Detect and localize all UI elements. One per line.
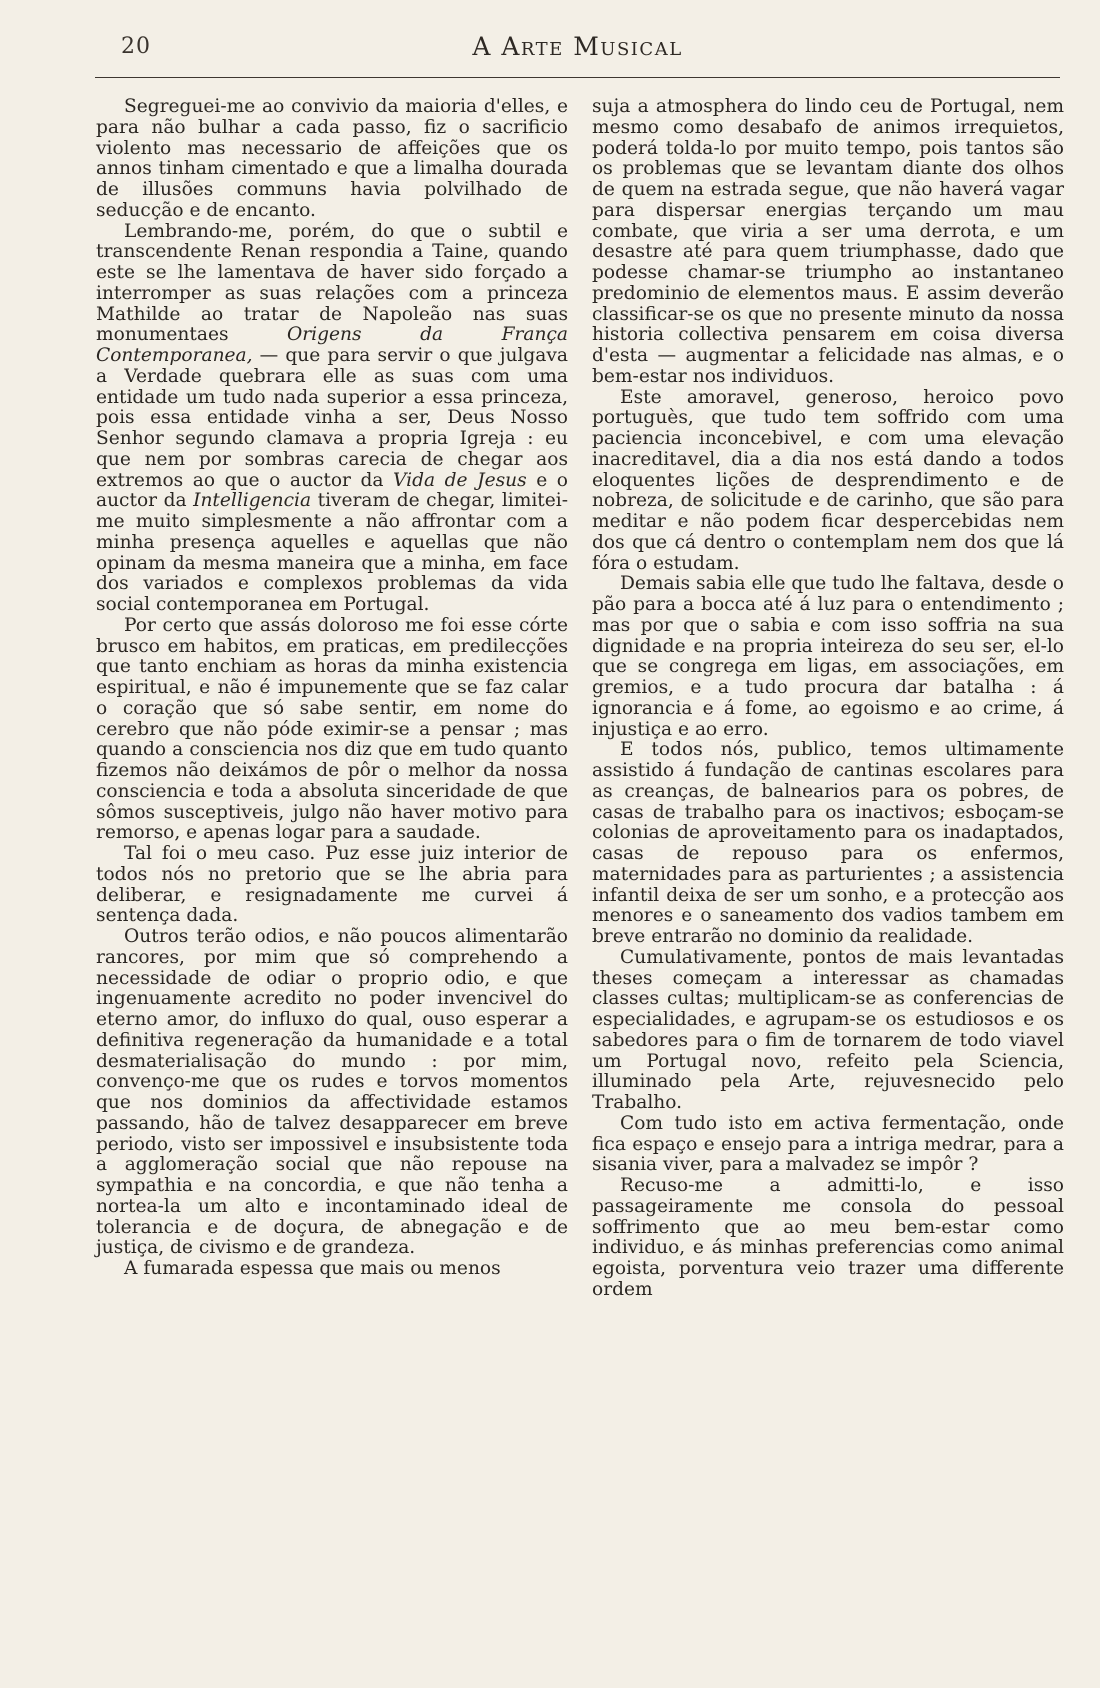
paragraph: Outros terão odios, e não poucos alimentarão rancores, por mim que só comprehendo a necessidade de odiar o proprio odio, e que ingenuamente acredito no poder invencivel do eterno amor, do influxo do qual, ouso esperar a definitiva regeneração da humanidade e a total desmaterialisação do mundo : por mim, convenço-me que os rudes e torvos momentos que nos dominios da affectividade estamos passando, hão de talvez desapparecer em breve periodo, visto ser impossivel e insubsistente toda a agglomeração social que não repouse na sympathia e na concordia, e que não tenha a nortea-la um alto e incontaminado ideal de tolerancia e de doçura, de abnegação e de justiça, de civismo e de grandeza. [96,926,568,1259]
running-title: A Arte Musical [472,32,683,61]
text-run: tiveram de chegar, limitei-me muito simplesmente a não affrontar com a minha presença aquelles e aquellas que não opinam da mesma maneira que a minha, em face dos variados e complexos problemas da vida social contemporanea em Portugal. [96,490,568,615]
paragraph: Por certo que assás doloroso me foi esse córte brusco em habitos, em praticas, em predilecções que tanto enchiam as horas da minha existencia espiritual, e não é impunemente que se faz calar o coração que só sabe sentir, em nome do cerebro que não póde eximir-se a pensar ; mas quando a consciencia nos diz que em tudo quanto fizemos não deixámos de pôr o melhor da nossa consciencia e toda a absoluta sinceridade de que sômos susceptiveis, julgo não haver motivo para remorso, e apenas logar para a saudade. [96,614,568,844]
paragraph: Recuso-me a admitti-lo, e isso passageiramente me consola do pessoal soffrimento que ao meu bem-estar como individuo, e ás minhas preferencias como animal egoista, porventura veio trazer uma differente ordem [592,1175,1064,1300]
paragraph: Demais sabia elle que tudo lhe faltava, desde o pão para a bocca até á luz para o entendimento ; mas por que o sabia e com isso soffria na sua dignidade e na propria inteireza do seu ser, el-lo que se congrega em ligas, em associações, em gremios, e a tudo procura dar batalha : á ignorancia e á fome, ao egoismo e ao crime, á injustiça e ao erro. [592,573,1064,740]
book-title-italic: Intelligencia [193,490,312,512]
paragraph: A fumarada espessa que mais ou menos [124,1258,501,1279]
book-title-italic: Origens da França Contemporanea, [96,324,568,366]
right-column [592,97,1064,1301]
paragraph-continued: suja a atmosphera do lindo ceu de Portugal, nem mesmo como desabafo de animos irrequietos, poderá tolda-lo por muito tempo, pois tantos são os problemas que se levantam diante dos olhos de quem na estrada segue, que não haverá vagar para dispersar energias terçando um mau combate, que viria a ser uma derrota, e um desastre até para quem triumphasse, dado que podesse chamar-se triumpho ao instantaneo predominio de elementos maus. E assim deverão classificar-se os que no presente minuto da nossa historia collectiva pensarem em coisa diversa d'esta — augmentar a felicidade nas almas, e o bem-estar nos individuos. [592,96,1064,387]
book-title-italic: Vida de Jesus [393,469,527,491]
page-header [95,28,1060,68]
paragraph: Cumulativamente, pontos de mais levantadas theses começam a interessar as chamadas classes cultas; multiplicam-se as conferencias de especialidades, e agrupam-se os estudiosos e os sabedores para o fim de tornarem de todo viavel um Portugal novo, refeito pela Sciencia, illuminado pela Arte, rejuvesnecido pelo Trabalho. [592,946,1064,1113]
text-run: Lembrando-me, porém, do que o subtil e transcendente Renan respondia a Taine, quando este se lhe lamentava de haver sido forçado a interromper as suas relações com a princeza Mathilde ao tratar de Napoleão nas suas monumentaes [96,220,568,346]
paragraph: E todos nós, publico, temos ultimamente assistido á fundação de cantinas escolares para as creanças, de balnearios para os pobres, de casas de trabalho para os inactivos; esboçam-se colonias de aproveitamento para os inadaptados, casas de repouso para os enfermos, maternidades para as parturientes ; a assistencia infantil deixa de ser um sonho, e a protecção aos menores e o saneamento dos vadios tambem em breve entrarão no dominio da realidade. [592,739,1064,947]
page-number: 20 [121,34,151,59]
left-column [96,97,568,1280]
paragraph: Segreguei-me ao convivio da maioria d'elles, e para não bulhar a cada passo, fiz o sacrificio violento mas necessario de affeições que os annos tinham cimentado e que a limalha dourada de illusões communs havia polvilhado de seducção e de encanto. [96,96,568,221]
paragraph: Este amoravel, generoso, heroico povo portuguès, que tudo tem soffrido com uma paciencia inconcebivel, e com uma elevação inacreditavel, dia a dia nos está dando a todos eloquentes lições de desprendimento e de nobreza, de solicitude e de carinho, que são para meditar e não podem ficar despercebidas nem dos que cá dentro o contemplam nem dos que lá fóra o estudam. [592,386,1064,574]
text-run: e o auctor da [96,469,569,512]
paragraph: Com tudo isto em activa fermentação, onde fica espaço e ensejo para a intriga medrar, para a sisania viver, para a malvadez se impôr ? [592,1112,1064,1176]
paragraph: Tal foi o meu caso. Puz esse juiz interior de todos nós no pretorio que se lhe abria para deliberar, e resignadamente me curvei á sentença dada. [96,843,568,927]
text-run: — que para servir o que julgava a Verdade quebrara elle as suas com uma entidade um tudo nada superior a essa princeza, pois essa entidade vinha a ser, Deus Nosso Senhor segundo clamava a propria Igreja : eu que nem por sombras carecia de chegar aos extremos ao que o auctor da [96,345,568,491]
header-rule [95,77,1060,78]
paragraph [96,222,568,616]
